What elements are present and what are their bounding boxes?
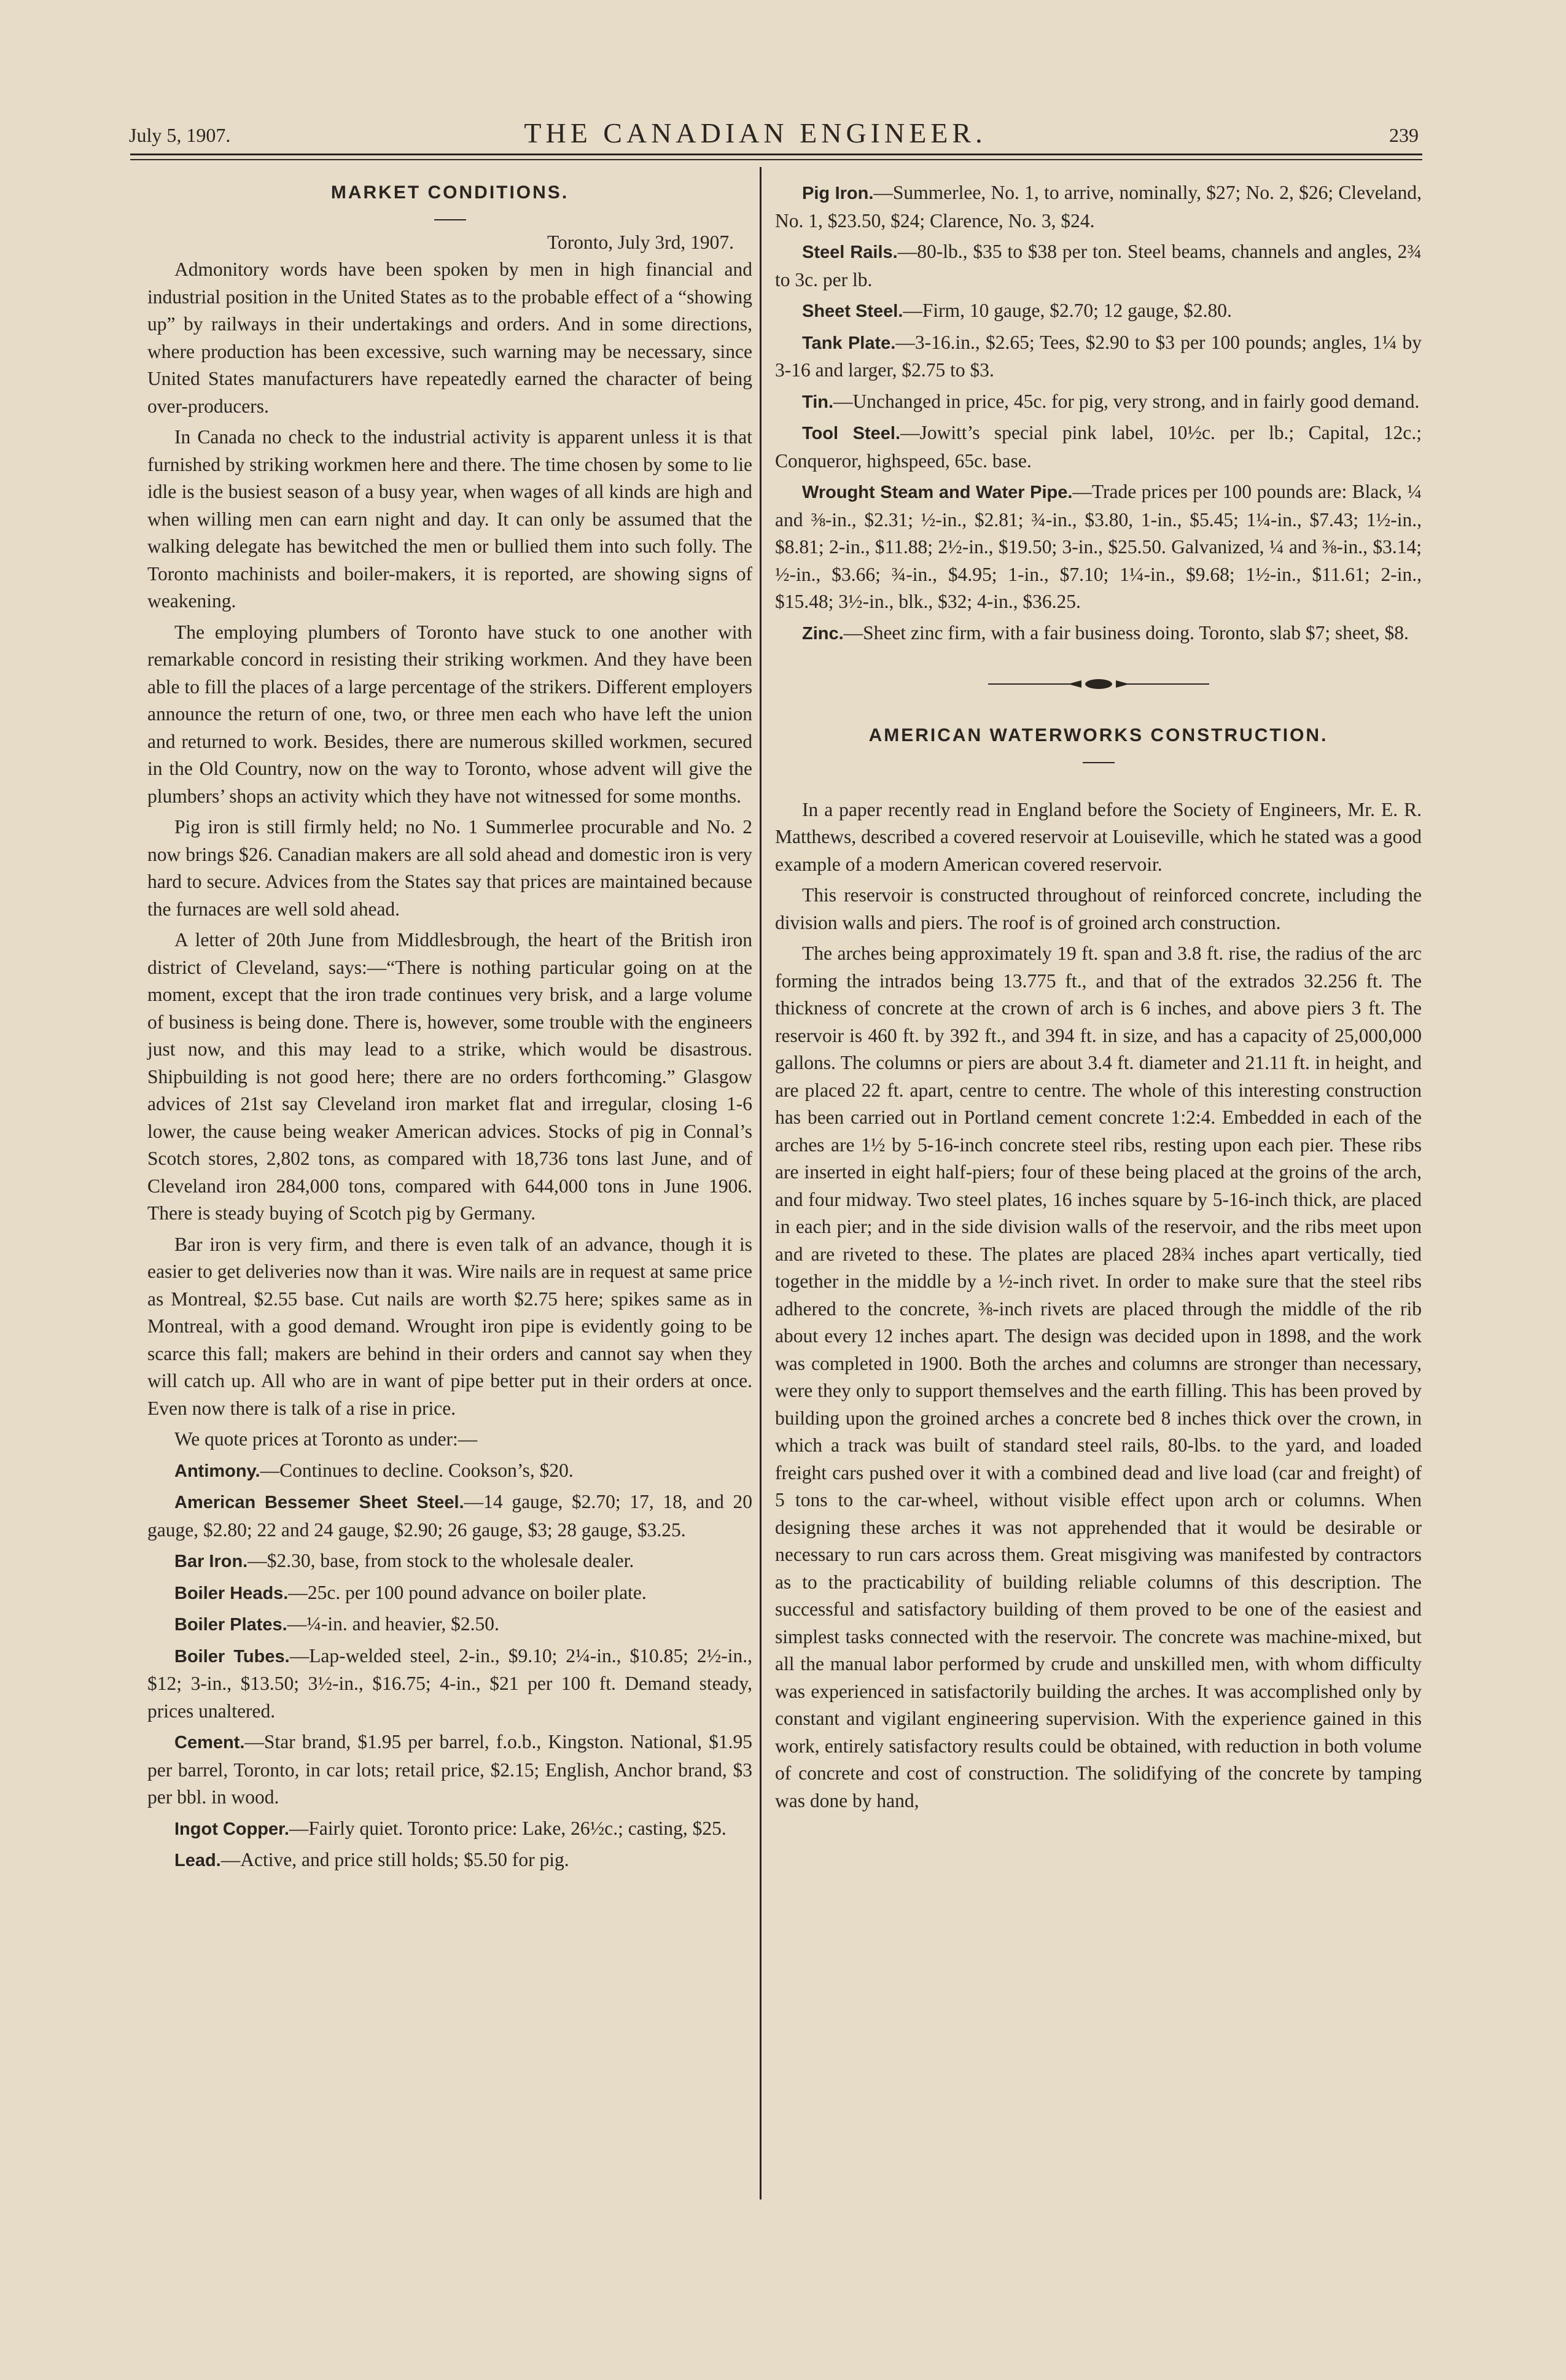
price-item: Wrought Steam and Water Pipe. (802, 483, 1073, 502)
price-entry (147, 1729, 752, 1811)
price-entry (775, 620, 1422, 648)
header-rule-top (130, 154, 1422, 155)
paragraph: The arches being approximately 19 ft. span and 3.8 ft. rise, the radius of the arc forming the intrados being 13.775 ft., and that of the extrados 32.256 ft. The thickness of concrete at the crown of arch is 6 inches, and above piers 3 ft. The reservoir is 460 ft. by 392 ft., and 394 ft. in size, and has a capacity of 25,000,000 gallons. The columns or piers are about 3.4 ft. diameter and 21.11 ft. in height, and are placed 22 ft. apart, centre to centre. The whole of this interesting construction has been carried out in Portland cement concrete 1:2:4. Embedded in each of the arches are 1½ by 5-16-inch concrete steel ribs, resting upon each pier. These ribs are inserted in eight half-piers; four of these being placed at the groins of the arch, and four midway. Two steel plates, 16 inches square by 5-16-inch thick, are placed in each pier; and in the side division walls of the reservoir, and the ribs meet upon and are riveted to these. The plates are placed 28¾ inches apart vertically, tied together in the middle by a ½-inch rivet. In order to make sure that the steel ribs adhered to the concrete, ⅜-inch rivets are placed through the middle of the rib about every 12 inches apart. The design was decided upon in 1898, and the work was completed in 1900. Both the arches and columns are stronger than necessary, were they only to support themselves and the earth filling. This has been proved by building upon the groined arches a concrete bed 8 inches thick over the crown, in which a track was built of standard steel rails, 80-lbs. to the yard, and loaded freight cars pushed over it with a combined dead and live load (car and freight) of 5 tons to the car-wheel, without visible effect upon arch or columns. When designing these arches it was not apprehended that it would be desirable or necessary to run cars across them. Great misgiving was manifested by contractors as to the practicability of building reliable columns of this description. The successful and satisfactory building of them proved to be one of the easiest and simplest tasks connected with the reservoir. The concrete was machine-mixed, but all the manual labor performed by crude and unskilled men, with whom difficulty was experienced in satisfactorily building the arches. It was accomplished only by constant and vigilant engineering supervision. With the experience gained in this work, entirely satisfactory results could be obtained, with reduction in both volume of concrete and cost of construction. The solidifying of the concrete by tamping was done by hand, (775, 943, 1422, 1811)
paragraph: This reservoir is constructed throughout of reinforced concrete, including the division walls and piers. The roof is of groined arch construction. (775, 884, 1422, 933)
header-rule-bottom (130, 159, 1422, 160)
price-item: Antimony. (174, 1461, 260, 1481)
price-entry (147, 1547, 752, 1576)
price-text: —Trade prices per 100 pounds are: Black, ¼ and ⅜-in., $2.31; ½-in., $2.81; ¾-in., $3.80, 1-in., $5.45; 1¼-in., $7.43; 1½-in., $8.81; 2-in., $11.88; 2½-in., $19.50; 3-in., $25.50. Galvanized, ¼ and ⅜-in., $3.14; ½-in., $3.66; ¾-in., $4.95; 1-in., $7.10; 1¼-in., $9.68; 1½-in., $11.61; 2-in., $15.48; 3½-in., blk., $32; 4-in., $36.25. (775, 481, 1422, 612)
price-entry (775, 478, 1422, 616)
price-text: —Summerlee, No. 1, to arrive, nominally, $27; No. 2, $26; Cleveland, No. 1, $23.50, $24; Clarence, No. 3, $24. (775, 182, 1422, 231)
waterworks-title: AMERICAN WATERWORKS CONSTRUCTION. (868, 725, 1328, 745)
price-text: —14 gauge, $2.70; 17, 18, and 20 gauge, $2.80; 22 and 24 gauge, $2.90; 26 gauge, $3; 28 gauge, $3.25. (147, 1491, 753, 1541)
price-text: —Sheet zinc firm, with a fair business doing. Toronto, slab $7; sheet, $8. (843, 621, 1409, 644)
price-entry (147, 1846, 752, 1875)
price-entry (775, 388, 1422, 416)
price-item: Bar Iron. (174, 1552, 248, 1571)
paragraph: In a paper recently read in England before the Society of Engineers, Mr. E. R. Matthews, described a covered reservoir at Louiseville, which he stated was a good example of a modern American covered reservoir. (775, 798, 1422, 875)
price-item: Boiler Tubes. (174, 1646, 290, 1666)
price-text: —Active, and price still holds; $5.50 for pig. (220, 1849, 569, 1870)
price-item: Zinc. (802, 623, 844, 644)
journal-title: THE CANADIAN ENGINEER. (524, 117, 987, 149)
price-text: —Lap-welded steel, 2-in., $9.10; 2¼-in., $10.85; 2½-in., $12; 3-in., $13.50; 3½-in., $16.75; 4-in., $21 per 100 ft. Demand steady, prices unaltered. (147, 1644, 752, 1722)
price-entry (775, 179, 1422, 235)
price-text: —¼-in. and heavier, $2.50. (287, 1613, 499, 1635)
dateline: Toronto, July 3rd, 1907. (547, 231, 734, 253)
price-text: —Firm, 10 gauge, $2.70; 12 gauge, $2.80. (903, 300, 1232, 321)
price-text: —Continues to decline. Cookson’s, $20. (260, 1459, 574, 1481)
section-ornament (988, 677, 1209, 691)
price-entry (147, 1643, 752, 1725)
price-item: Sheet Steel. (802, 301, 903, 321)
left-column (147, 179, 752, 1878)
paragraph: A letter of 20th June from Middlesbrough, the heart of the British iron district of Cleveland, says:—“There is nothing particular going on at the moment, except that the iron trade continues very brisk, and a large volume of business is being done. There is, however, some trouble with the engineers just now, and this may lead to a strike, which would be disastrous. Shipbuilding is not good here; there are no orders forthcoming.” Glasgow advices of 21st say Cleveland iron market flat and irregular, closing 1-6 lower, the cause being weaker American advices. Stocks of pig in Connal’s Scotch stores, 2,802 tons, as compared with 18,736 tons last June, and of Cleveland iron 284,000 tons, compared with 644,000 tons in June 1906. There is steady buying of Scotch pig by Germany. (147, 929, 752, 1224)
price-item: Tank Plate. (802, 333, 896, 353)
price-text: —Star brand, $1.95 per barrel, f.o.b., Kingston. National, $1.95 per barrel, Toronto, in car lots; retail price, $2.15; English, Anchor brand, $3 per bbl. in wood. (147, 1731, 752, 1808)
paragraph: Admonitory words have been spoken by men in high financial and industrial position in the United States as to the probable effect of a “showing up” by railways in their undertakings and orders. And in some directions, where production has been excessive, such warning may be necessary, since United States manufacturers have repeatedly earned the character of being over-producers. (147, 259, 752, 417)
price-item: Steel Rails. (802, 243, 898, 262)
paragraph: Bar iron is very firm, and there is even talk of an advance, though it is easier to get deliveries now than it was. Wire nails are in request at same price as Montreal, $2.55 base. Cut nails are worth $2.75 here; spikes same as in Montreal, with a good demand. Wrought iron pipe is evidently going to be scarce this fall; makers are behind in their orders and cannot say when they will catch up. All who are in want of pipe better put in their orders at once. Even now there is talk of a rise in price. (147, 1233, 752, 1419)
title-rule (434, 219, 466, 220)
price-item: American Bessemer Sheet Steel. (174, 1493, 464, 1512)
price-item: Tool Steel. (802, 424, 901, 443)
price-text: —80-lb., $35 to $38 per ton. Steel beams, channels and angles, 2¾ to 3c. per lb. (775, 241, 1422, 290)
price-item: Boiler Plates. (174, 1615, 287, 1635)
price-item: Boiler Heads. (174, 1583, 289, 1603)
price-text: —3-16.in., $2.65; Tees, $2.90 to $3 per 100 pounds; angles, 1¼ by 3-16 and larger, $2.75 to $3. (775, 331, 1422, 381)
price-entry (147, 1579, 752, 1608)
price-item: Ingot Copper. (174, 1819, 289, 1839)
price-entry (147, 1488, 752, 1544)
column-divider (760, 167, 762, 2199)
price-entry (775, 419, 1422, 475)
price-text: —$2.30, base, from stock to the wholesale dealer. (247, 1550, 634, 1571)
page-header (92, 115, 1419, 158)
price-entry (147, 1611, 752, 1639)
paragraph: The employing plumbers of Toronto have stuck to one another with remarkable concord in resisting their striking workmen. And they have been able to fill the places of a large percentage of the strikers. Different employers announce the return of one, two, or three men each who have left the union and returned to work. Besides, there are numerous skilled workmen, secured in the Old Country, now on the way to Toronto, whose advent will give the plumbers’ shops an activity which they have not witnessed for some months. (147, 621, 752, 807)
page-number: 239 (1389, 124, 1419, 146)
paragraph: In Canada no check to the industrial activity is apparent unless it is that furnished by striking workmen here and there. The time chosen by some to lie idle is the busiest season of a busy year, when wages of all kinds are high and when willing men can earn night and day. It can only be assumed that the walking delegate has bewitched the men or bullied them into such folly. The Toronto machinists and boiler-makers, it is reported, are showing signs of weakening. (147, 426, 752, 612)
price-entry (147, 1457, 752, 1485)
price-text: —Fairly quiet. Toronto price: Lake, 26½c.; casting, $25. (289, 1817, 727, 1839)
paragraph: We quote prices at Toronto as under:— (174, 1428, 478, 1450)
price-text: —Jowitt’s special pink label, 10½c. per lb.; Capital, 12c.; Conqueror, highspeed, 65c. base. (775, 422, 1422, 472)
market-conditions-title: MARKET CONDITIONS. (330, 182, 569, 203)
price-entry (775, 297, 1422, 325)
price-text: —Unchanged in price, 45c. for pig, very strong, and in fairly good demand. (833, 390, 1420, 412)
paragraph: Pig iron is still firmly held; no No. 1 Summerlee procurable and No. 2 now brings $26. Canadian makers are all sold ahead and domestic iron is very hard to secure. Advices from the States say that prices are maintained because the furnaces are well sold ahead. (147, 816, 752, 920)
right-column (775, 179, 1422, 1818)
spacer (775, 772, 1422, 796)
price-entry (775, 238, 1422, 294)
price-item: Tin. (802, 392, 834, 412)
issue-date: July 5, 1907. (129, 124, 231, 146)
price-text: —25c. per 100 pound advance on boiler plate. (288, 1581, 647, 1603)
price-item: Lead. (174, 1851, 221, 1870)
price-entry (775, 329, 1422, 384)
title-rule (1083, 762, 1115, 763)
price-item: Cement. (174, 1733, 245, 1752)
price-item: Pig Iron. (802, 184, 874, 203)
price-entry (147, 1815, 752, 1843)
